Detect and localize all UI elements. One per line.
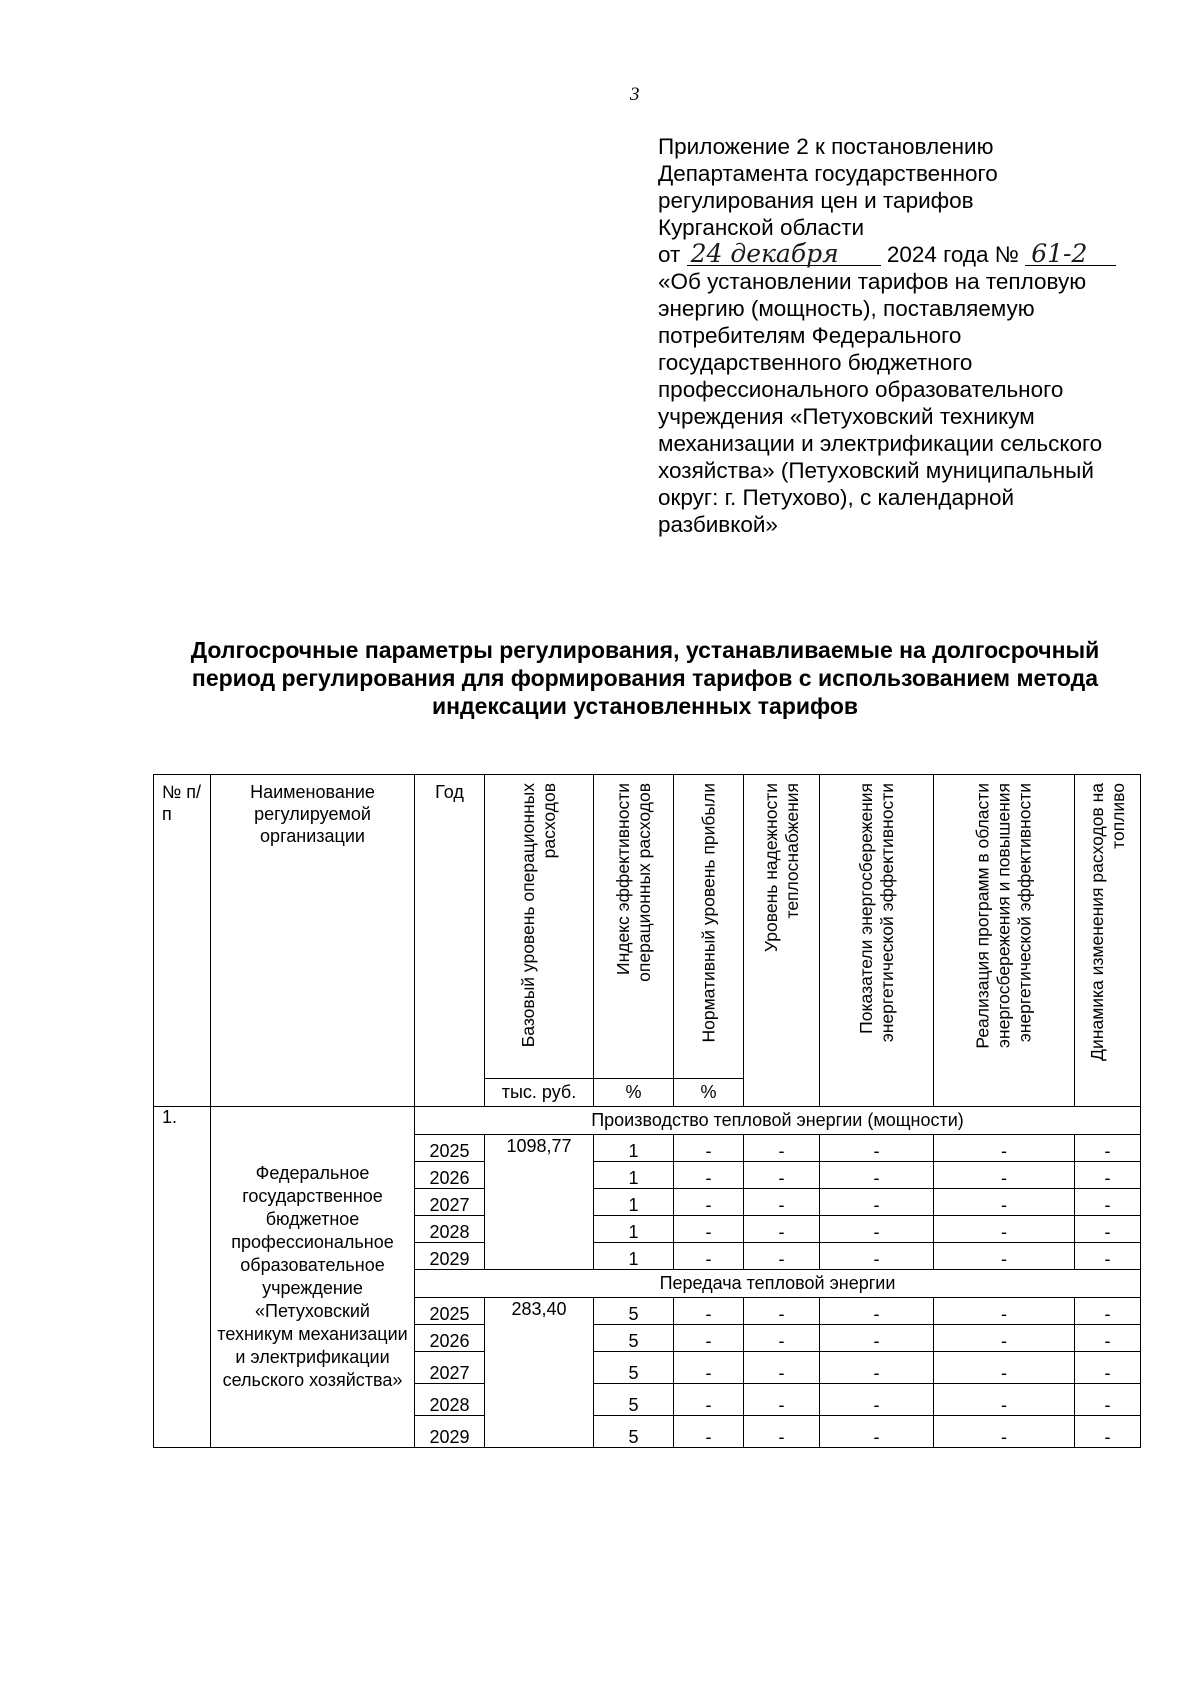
document-title xyxy=(145,636,1145,720)
energy-cell: - xyxy=(820,1189,934,1216)
appendix-block xyxy=(658,133,1158,538)
fuel-cell: - xyxy=(1075,1325,1141,1352)
fuel-cell: - xyxy=(1075,1384,1141,1416)
year-cell: 2026 xyxy=(415,1162,485,1189)
appendix-line: Курганской области xyxy=(658,215,865,240)
fuel-cell: - xyxy=(1075,1243,1141,1270)
appendix-line: Департамента государственного xyxy=(658,161,998,186)
handwritten-number: 61-2 xyxy=(1025,243,1116,266)
fuel-cell: - xyxy=(1075,1216,1141,1243)
year-cell: 2027 xyxy=(415,1189,485,1216)
programs-cell: - xyxy=(934,1298,1075,1325)
year-cell: 2025 xyxy=(415,1135,485,1162)
header-fuel-dynamics xyxy=(1075,775,1141,1107)
handwritten-date: 24 декабря xyxy=(687,243,881,266)
energy-cell: - xyxy=(820,1162,934,1189)
programs-cell: - xyxy=(934,1135,1075,1162)
appendix-subject-line: разбивкой» xyxy=(658,512,778,537)
profit-cell: - xyxy=(674,1416,744,1448)
index-cell: 5 xyxy=(594,1325,674,1352)
index-cell: 1 xyxy=(594,1243,674,1270)
programs-cell: - xyxy=(934,1216,1075,1243)
appendix-subject-line: учреждения «Петуховский техникум xyxy=(658,404,1035,429)
header-row xyxy=(154,775,1141,1079)
energy-cell: - xyxy=(820,1352,934,1384)
reliability-cell: - xyxy=(744,1162,820,1189)
header-reliability-text: Уровень надежности теплоснабжения xyxy=(760,783,802,953)
appendix-line: Приложение 2 к постановлению xyxy=(658,134,994,159)
date-prefix: от xyxy=(658,242,681,267)
page-number: 3 xyxy=(630,84,640,105)
programs-cell: - xyxy=(934,1352,1075,1384)
programs-cell: - xyxy=(934,1384,1075,1416)
header-reliability xyxy=(744,775,820,1107)
section-title: Передача тепловой энергии xyxy=(415,1270,1141,1298)
profit-cell: - xyxy=(674,1162,744,1189)
fuel-cell: - xyxy=(1075,1352,1141,1384)
organization-name: Федеральное государственное бюджетное профессиональное образовательное учреждение «Петуховский техникум механизации и электрификации сельского хозяйства» xyxy=(211,1107,415,1448)
programs-cell: - xyxy=(934,1325,1075,1352)
appendix-subject-line: профессионального образовательного xyxy=(658,377,1064,402)
header-org: Наименование регулируемой организации xyxy=(211,775,415,1107)
header-base-cost-text: Базовый уровень операционных расходов xyxy=(518,783,559,1048)
appendix-line: регулирования цен и тарифов xyxy=(658,188,974,213)
base-cost-cell: 1098,77 xyxy=(485,1135,594,1270)
year-cell: 2029 xyxy=(415,1416,485,1448)
appendix-subject-line: механизации и электрификации сельского xyxy=(658,431,1103,456)
reliability-cell: - xyxy=(744,1384,820,1416)
year-cell: 2026 xyxy=(415,1325,485,1352)
unit-efficiency-index: % xyxy=(594,1079,674,1107)
fuel-cell: - xyxy=(1075,1162,1141,1189)
header-programs-text: Реализация программ в области энергосбережения и повышения энергетической эффективности xyxy=(972,783,1035,1049)
title-line: индексации установленных тарифов xyxy=(431,693,859,719)
year-cell: 2028 xyxy=(415,1216,485,1243)
profit-cell: - xyxy=(674,1352,744,1384)
programs-cell: - xyxy=(934,1189,1075,1216)
header-fuel-dynamics-text: Динамика изменения расходов на топливо xyxy=(1086,783,1128,1061)
section-title: Производство тепловой энергии (мощности) xyxy=(415,1107,1141,1135)
fuel-cell: - xyxy=(1075,1135,1141,1162)
header-efficiency-index xyxy=(594,775,674,1079)
index-cell: 5 xyxy=(594,1384,674,1416)
unit-profit: % xyxy=(674,1079,744,1107)
index-cell: 5 xyxy=(594,1416,674,1448)
energy-cell: - xyxy=(820,1325,934,1352)
energy-cell: - xyxy=(820,1135,934,1162)
header-energy-indicators-text: Показатели энергосбережения энергетической эффективности xyxy=(855,783,897,1043)
index-cell: 1 xyxy=(594,1189,674,1216)
date-suffix: 2024 года № xyxy=(886,242,1019,267)
appendix-subject-line: «Об установлении тарифов на тепловую xyxy=(658,269,1087,294)
programs-cell: - xyxy=(934,1162,1075,1189)
energy-cell: - xyxy=(820,1416,934,1448)
appendix-subject-line: государственного бюджетного xyxy=(658,350,973,375)
reliability-cell: - xyxy=(744,1298,820,1325)
base-cost-cell: 283,40 xyxy=(485,1298,594,1448)
index-cell: 5 xyxy=(594,1298,674,1325)
reliability-cell: - xyxy=(744,1416,820,1448)
parameters-table xyxy=(153,774,1141,1448)
reliability-cell: - xyxy=(744,1216,820,1243)
year-cell: 2027 xyxy=(415,1352,485,1384)
index-cell: 5 xyxy=(594,1352,674,1384)
programs-cell: - xyxy=(934,1416,1075,1448)
appendix-subject-line: хозяйства» (Петуховский муниципальный xyxy=(658,458,1094,483)
header-num: № п/п xyxy=(154,775,211,1107)
header-profit xyxy=(674,775,744,1079)
profit-cell: - xyxy=(674,1325,744,1352)
title-line: Долгосрочные параметры регулирования, устанавливаемые на долгосрочный xyxy=(190,637,1100,663)
profit-cell: - xyxy=(674,1135,744,1162)
unit-base-cost: тыс. руб. xyxy=(485,1079,594,1107)
year-cell: 2028 xyxy=(415,1384,485,1416)
profit-cell: - xyxy=(674,1298,744,1325)
header-year: Год xyxy=(415,775,485,1107)
fuel-cell: - xyxy=(1075,1298,1141,1325)
energy-cell: - xyxy=(820,1243,934,1270)
row-number: 1. xyxy=(154,1107,211,1448)
fuel-cell: - xyxy=(1075,1189,1141,1216)
header-programs xyxy=(934,775,1075,1107)
fuel-cell: - xyxy=(1075,1416,1141,1448)
programs-cell: - xyxy=(934,1243,1075,1270)
reliability-cell: - xyxy=(744,1189,820,1216)
year-cell: 2025 xyxy=(415,1298,485,1325)
energy-cell: - xyxy=(820,1384,934,1416)
year-cell: 2029 xyxy=(415,1243,485,1270)
index-cell: 1 xyxy=(594,1162,674,1189)
profit-cell: - xyxy=(674,1216,744,1243)
profit-cell: - xyxy=(674,1384,744,1416)
appendix-subject-line: потребителям Федерального xyxy=(658,323,962,348)
index-cell: 1 xyxy=(594,1216,674,1243)
profit-cell: - xyxy=(674,1189,744,1216)
header-base-cost xyxy=(485,775,594,1079)
profit-cell: - xyxy=(674,1243,744,1270)
energy-cell: - xyxy=(820,1298,934,1325)
appendix-date-line xyxy=(658,241,1158,268)
reliability-cell: - xyxy=(744,1135,820,1162)
reliability-cell: - xyxy=(744,1243,820,1270)
reliability-cell: - xyxy=(744,1352,820,1384)
appendix-subject-line: округ: г. Петухово), с календарной xyxy=(658,485,1015,510)
header-profit-text: Нормативный уровень прибыли xyxy=(698,783,718,1043)
energy-cell: - xyxy=(820,1216,934,1243)
title-line: период регулирования для формирования тарифов с использованием метода xyxy=(191,665,1099,691)
appendix-subject-line: энергию (мощность), поставляемую xyxy=(658,296,1035,321)
section-row xyxy=(154,1107,1141,1135)
header-efficiency-index-text: Индекс эффективности операционных расходов xyxy=(612,783,654,982)
index-cell: 1 xyxy=(594,1135,674,1162)
reliability-cell: - xyxy=(744,1325,820,1352)
header-energy-indicators xyxy=(820,775,934,1107)
